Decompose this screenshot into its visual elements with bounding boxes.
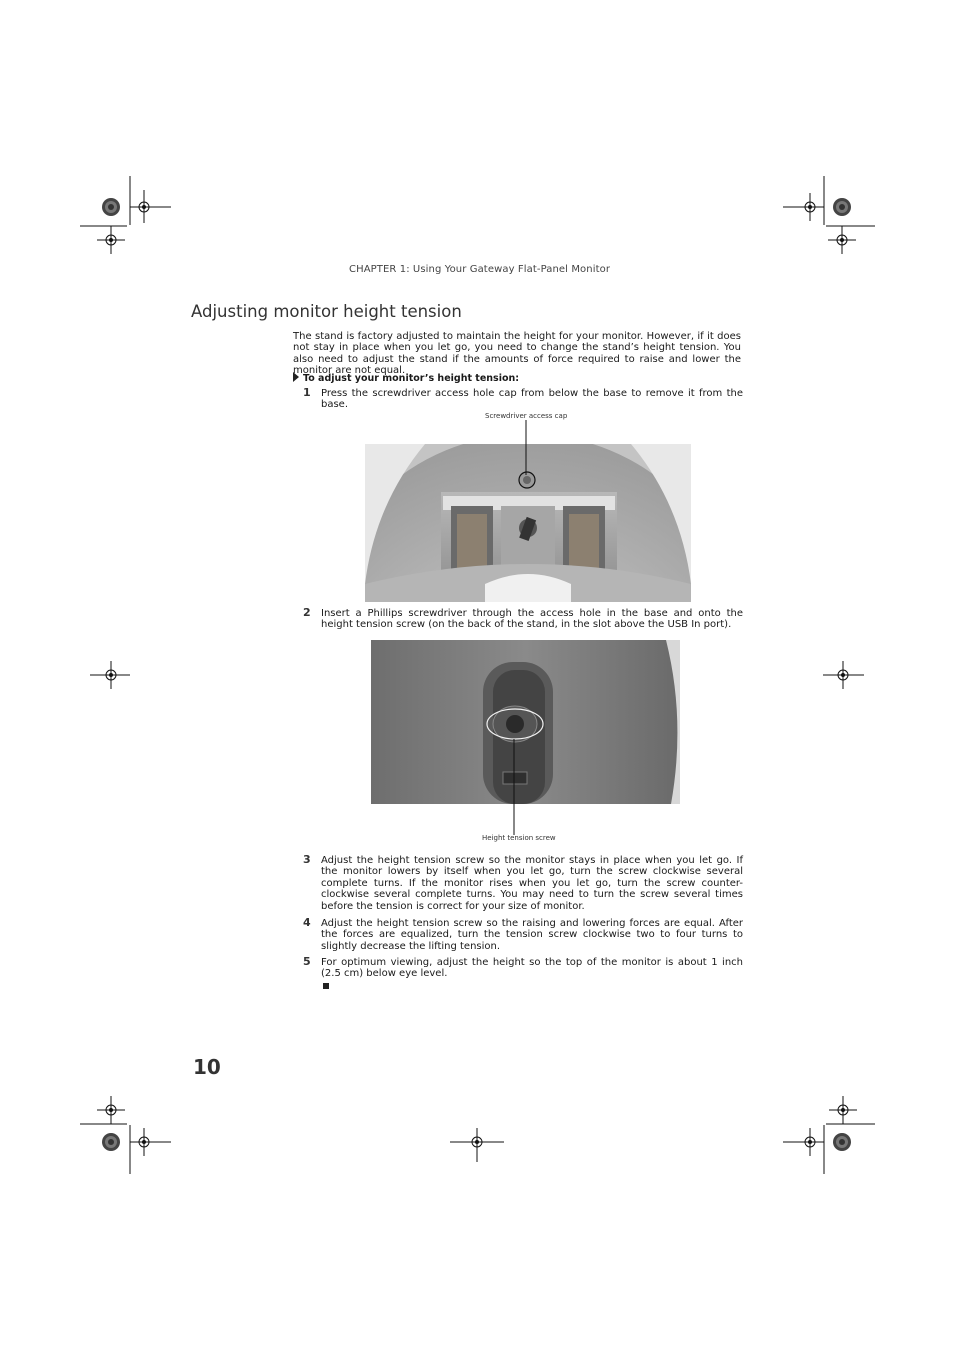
page-number: 10 xyxy=(193,1055,221,1079)
step-1 xyxy=(303,388,743,411)
step-text: Adjust the height tension screw so the monitor stays in place when you let go. If the monitor lowers by itself when you let go, turn the screw clockwise several complete turns. If the monitor rises when you let go, turn the screw counter-clockwise several complete turns. You may need to turn the screw several times before the tension is correct for your size of monitor. xyxy=(321,855,743,912)
photo1-callout-line xyxy=(524,420,528,475)
step-4 xyxy=(303,918,743,952)
section-title: Adjusting monitor height tension xyxy=(191,302,462,321)
step-text: Press the screwdriver access hole cap from below the base to remove it from the base. xyxy=(321,388,743,411)
photo2-callout-line xyxy=(512,739,516,835)
procedure-title: To adjust your monitor’s height tension: xyxy=(303,373,520,384)
photo1-caption: Screwdriver access cap xyxy=(485,412,568,420)
end-of-procedure-mark xyxy=(323,983,329,989)
stand-back-screw-photo xyxy=(371,640,680,804)
triangle-bullet-icon xyxy=(293,372,299,382)
step-text: Insert a Phillips screwdriver through the access hole in the base and onto the height tension screw (on the back of the stand, in the slot above the USB In port). xyxy=(321,608,743,631)
stand-base-underside-photo xyxy=(365,444,691,602)
procedure-heading xyxy=(293,372,519,384)
step-text: Adjust the height tension screw so the raising and lowering forces are equal. After the forces are equalized, turn the tension screw clockwise two to four turns to slightly decrease the lifting tension. xyxy=(321,918,743,952)
step-number: 3 xyxy=(303,853,311,866)
chapter-header: CHAPTER 1: Using Your Gateway Flat-Panel Monitor xyxy=(349,264,611,275)
step-number: 4 xyxy=(303,916,311,929)
photo2-caption: Height tension screw xyxy=(482,834,556,842)
step-number: 1 xyxy=(303,386,311,399)
step-number: 5 xyxy=(303,955,311,968)
step-2 xyxy=(303,608,743,631)
step-3 xyxy=(303,855,743,912)
intro-paragraph: The stand is factory adjusted to maintain the height for your monitor. However, if it does not stay in place when you let go, you need to change the stand’s height tension. You also need to adjust the stand if the amounts of force required to raise and lower the monitor are not equal. xyxy=(293,331,741,377)
step-number: 2 xyxy=(303,606,311,619)
step-5 xyxy=(303,957,743,980)
step-text: For optimum viewing, adjust the height so the top of the monitor is about 1 inch (2.5 cm) below eye level. xyxy=(321,957,743,980)
